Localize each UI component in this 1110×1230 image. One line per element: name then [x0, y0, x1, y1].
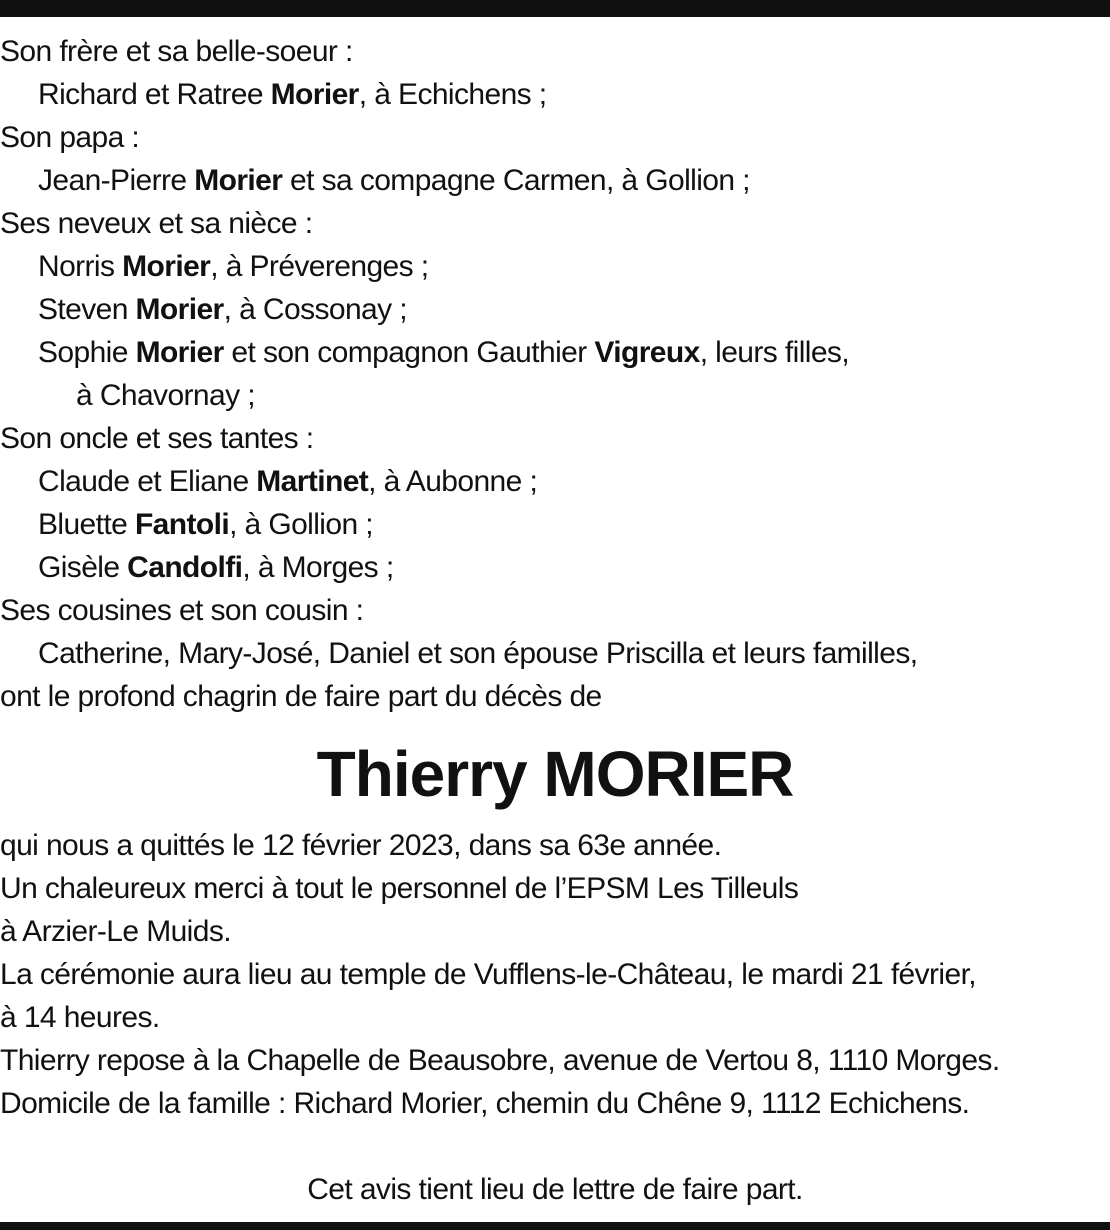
family-member-continuation: à Chavornay ; [76, 379, 255, 412]
detail-line: La cérémonie aura lieu au temple de Vufflens-le-Château, le mardi 21 février, [0, 958, 977, 991]
family-heading: Son frère et sa belle-soeur : [0, 35, 353, 68]
family-member: Steven Morier, à Cossonay ; [38, 293, 408, 326]
detail-line: Thierry repose à la Chapelle de Beausobre, avenue de Vertou 8, 1110 Morges. [0, 1044, 1000, 1077]
family-member: Sophie Morier et son compagnon Gauthier Vigreux, leurs filles, [38, 336, 850, 369]
family-member: Catherine, Mary-José, Daniel et son épouse Priscilla et leurs familles, [38, 637, 918, 670]
top-rule [0, 0, 1110, 17]
family-member: Bluette Fantoli, à Gollion ; [38, 508, 374, 541]
family-heading: Son papa : [0, 121, 140, 154]
detail-line: à 14 heures. [0, 1001, 160, 1034]
family-heading: Ses cousines et son cousin : [0, 594, 364, 627]
detail-line: Domicile de la famille : Richard Morier, chemin du Chêne 9, 1112 Echichens. [0, 1087, 970, 1120]
family-heading: Ses neveux et sa nièce : [0, 207, 313, 240]
family-member: Claude et Eliane Martinet, à Aubonne ; [38, 465, 538, 498]
detail-line: qui nous a quittés le 12 février 2023, dans sa 63e année. [0, 829, 722, 862]
detail-line: à Arzier-Le Muids. [0, 915, 231, 948]
family-member: Richard et Ratree Morier, à Echichens ; [38, 78, 547, 111]
bottom-rule [0, 1222, 1110, 1230]
detail-line: Un chaleureux merci à tout le personnel de l’EPSM Les Tilleuls [0, 872, 799, 905]
announcement-line: ont le profond chagrin de faire part du décès de [0, 680, 602, 713]
closing-note: Cet avis tient lieu de lettre de faire part. [307, 1173, 803, 1206]
family-heading: Son oncle et ses tantes : [0, 422, 314, 455]
deceased-name: Thierry MORIER [316, 738, 794, 810]
family-member: Norris Morier, à Préverenges ; [38, 250, 429, 283]
family-member: Jean-Pierre Morier et sa compagne Carmen, à Gollion ; [38, 164, 750, 197]
family-member: Gisèle Candolfi, à Morges ; [38, 551, 394, 584]
